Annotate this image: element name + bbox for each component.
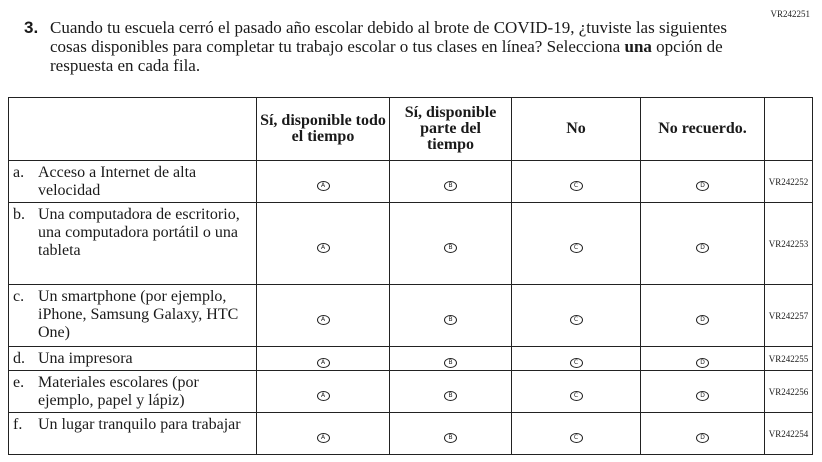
answer-bubble-b[interactable]: B	[444, 391, 457, 401]
answer-bubble-a[interactable]: A	[317, 358, 330, 368]
answer-bubble-d[interactable]: D	[696, 433, 709, 443]
answer-cell	[641, 413, 765, 455]
item-code: VR242255	[765, 347, 813, 371]
answer-cell	[257, 347, 390, 371]
answer-cell	[257, 413, 390, 455]
answer-cell	[641, 285, 765, 347]
item-code: VR242257	[765, 285, 813, 347]
answer-bubble-a[interactable]: A	[317, 243, 330, 253]
response-grid	[8, 97, 813, 455]
answer-cell	[390, 203, 512, 285]
row-letter: e.	[13, 374, 25, 391]
row-label: Materiales escolares (por ejemplo, papel y lápiz)	[38, 374, 199, 409]
answer-bubble-c[interactable]: C	[570, 181, 583, 191]
row-label-cell	[9, 413, 257, 455]
answer-bubble-d[interactable]: D	[696, 358, 709, 368]
answer-cell	[512, 371, 641, 413]
question-text	[50, 18, 744, 75]
item-code: VR242252	[765, 161, 813, 203]
answer-bubble-d[interactable]: D	[696, 315, 709, 325]
page-code: VR242251	[770, 9, 810, 19]
answer-bubble-c[interactable]: C	[570, 315, 583, 325]
question-text-part: Cuando tu escuela cerró el pasado año escolar debido al brote de COVID-19, ¿tuviste las siguientes cosas disponibles para completar tu trabajo escolar o tus clases en línea? Selecciona	[50, 18, 727, 56]
answer-bubble-b[interactable]: B	[444, 315, 457, 325]
answer-cell	[641, 347, 765, 371]
answer-bubble-c[interactable]: C	[570, 358, 583, 368]
answer-bubble-b[interactable]: B	[444, 358, 457, 368]
answer-cell	[390, 161, 512, 203]
answer-cell	[257, 285, 390, 347]
column-header: No	[512, 98, 641, 161]
header-blank	[765, 98, 813, 161]
answer-cell	[512, 347, 641, 371]
header-row	[9, 98, 813, 161]
answer-cell	[390, 285, 512, 347]
answer-cell	[512, 413, 641, 455]
row-label-cell	[9, 161, 257, 203]
header-blank	[9, 98, 257, 161]
row-label: Acceso a Internet de alta velocidad	[38, 164, 197, 199]
row-label-cell	[9, 347, 257, 371]
question-text-part: opción de respuesta en cada fila.	[50, 37, 723, 75]
answer-cell	[512, 161, 641, 203]
column-header: No recuerdo.	[641, 98, 765, 161]
table-row	[9, 413, 813, 455]
question-number: 3.	[24, 18, 39, 37]
answer-cell	[390, 371, 512, 413]
answer-bubble-c[interactable]: C	[570, 433, 583, 443]
question-block	[24, 18, 744, 75]
answer-cell	[512, 203, 641, 285]
row-letter: c.	[13, 288, 25, 305]
column-header: Sí, disponible todo el tiempo	[257, 98, 390, 161]
answer-cell	[390, 413, 512, 455]
answer-bubble-a[interactable]: A	[317, 181, 330, 191]
row-label: Una computadora de escritorio, una computadora portátil o una tableta	[38, 206, 240, 259]
answer-bubble-a[interactable]: A	[317, 391, 330, 401]
answer-cell	[390, 347, 512, 371]
answer-bubble-b[interactable]: B	[444, 181, 457, 191]
column-header: Sí, disponible parte del tiempo	[390, 98, 512, 161]
item-code: VR242253	[765, 203, 813, 285]
row-label-cell	[9, 371, 257, 413]
answer-cell	[257, 161, 390, 203]
answer-cell	[257, 371, 390, 413]
answer-cell	[641, 371, 765, 413]
answer-bubble-a[interactable]: A	[317, 315, 330, 325]
row-letter: b.	[13, 206, 25, 223]
row-letter: d.	[13, 350, 25, 367]
answer-bubble-d[interactable]: D	[696, 391, 709, 401]
item-code: VR242256	[765, 371, 813, 413]
table-row	[9, 203, 813, 285]
answer-cell	[257, 203, 390, 285]
row-label-cell	[9, 285, 257, 347]
item-code: VR242254	[765, 413, 813, 455]
answer-cell	[641, 203, 765, 285]
table-row	[9, 161, 813, 203]
table-row	[9, 347, 813, 371]
answer-bubble-c[interactable]: C	[570, 391, 583, 401]
answer-bubble-a[interactable]: A	[317, 433, 330, 443]
answer-bubble-b[interactable]: B	[444, 433, 457, 443]
row-label: Una impresora	[38, 350, 133, 367]
table-row	[9, 371, 813, 413]
row-letter: f.	[13, 416, 23, 433]
answer-bubble-c[interactable]: C	[570, 243, 583, 253]
row-label: Un smartphone (por ejemplo, iPhone, Samsung Galaxy, HTC One)	[38, 288, 239, 341]
row-letter: a.	[13, 164, 25, 181]
row-label: Un lugar tranquilo para trabajar	[38, 416, 241, 433]
table-row	[9, 285, 813, 347]
answer-cell	[512, 285, 641, 347]
answer-cell	[641, 161, 765, 203]
answer-bubble-d[interactable]: D	[696, 243, 709, 253]
row-label-cell	[9, 203, 257, 285]
answer-bubble-b[interactable]: B	[444, 243, 457, 253]
answer-bubble-d[interactable]: D	[696, 181, 709, 191]
question-emphasis: una	[624, 37, 652, 56]
